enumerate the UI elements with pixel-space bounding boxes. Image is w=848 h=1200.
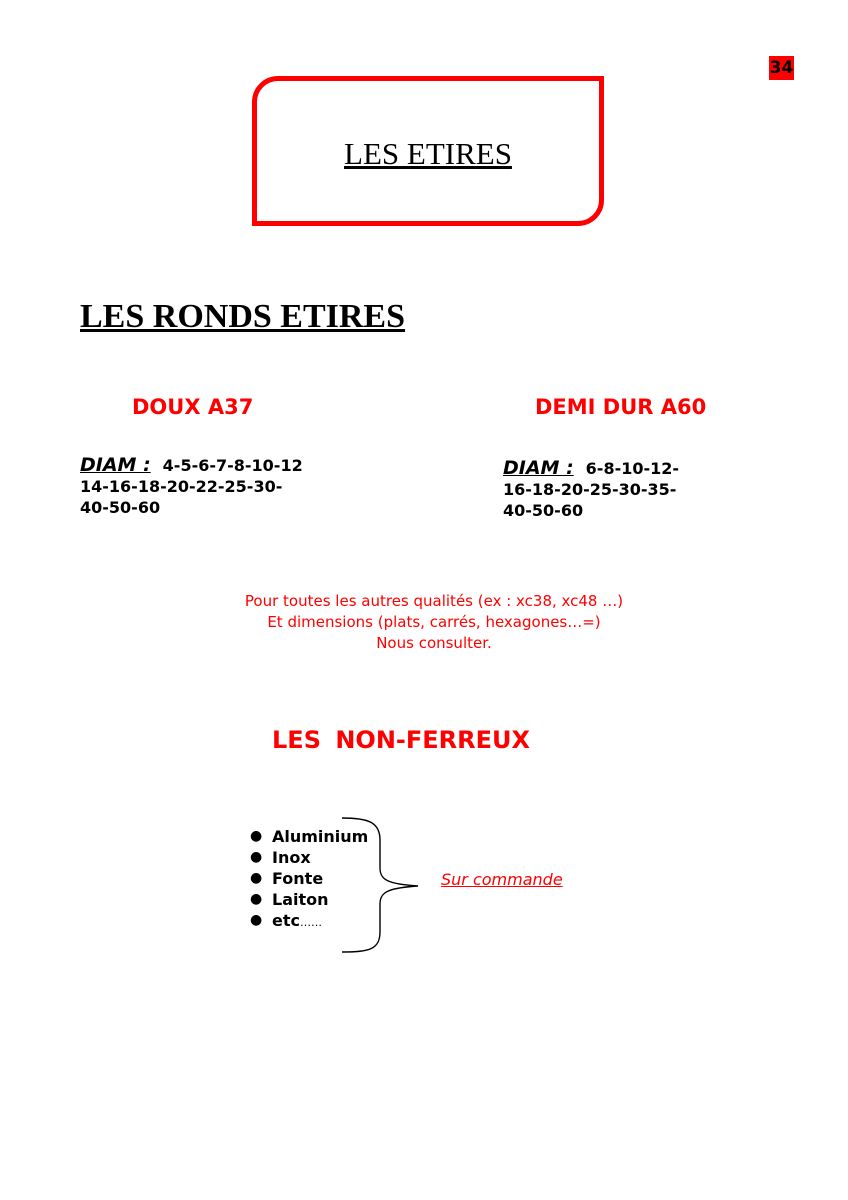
metal-name: Inox [272, 848, 311, 867]
diam-values: 40-50-60 [503, 501, 584, 520]
grade-title-demi-dur: DEMI DUR A60 [535, 395, 707, 419]
note-line: Et dimensions (plats, carrés, hexagones…=) [267, 613, 601, 631]
diam-line [80, 455, 303, 476]
diam-line [503, 458, 679, 479]
metal-name: etc [272, 911, 300, 930]
bullet-icon: ● [250, 912, 263, 928]
diam-values: 16-18-20-25-30-35- [503, 480, 677, 499]
diam-label: DIAM : [80, 454, 151, 476]
diam-label: DIAM : [503, 457, 574, 479]
diam-block-doux [80, 455, 303, 518]
page-title: LES ETIRES [344, 136, 512, 171]
grade-title-doux: DOUX A37 [132, 395, 254, 419]
diam-values: 40-50-60 [80, 498, 161, 517]
consult-note [0, 591, 848, 654]
title-frame [252, 76, 604, 226]
metal-name: Fonte [272, 869, 324, 888]
diam-values: 14-16-18-20-22-25-30- [80, 477, 283, 496]
section-heading-non-ferreux: LES NON-FERREUX [272, 726, 530, 754]
diam-values: 4-5-6-7-8-10-12 [162, 456, 303, 475]
diam-block-demi-dur [503, 458, 679, 521]
bullet-icon: ● [250, 891, 263, 907]
metal-name: Aluminium [272, 827, 369, 846]
bullet-icon: ● [250, 870, 263, 886]
bullet-icon: ● [250, 849, 263, 865]
note-line: Pour toutes les autres qualités (ex : xc38, xc48 …) [244, 592, 624, 610]
page-number-badge: 34 [769, 58, 794, 78]
section-heading-ronds: LES RONDS ETIRES [80, 298, 406, 335]
note-line: Nous consulter. [376, 634, 492, 652]
order-note: Sur commande [441, 870, 563, 889]
metal-name: Laiton [272, 890, 329, 909]
bullet-icon: ● [250, 828, 263, 844]
curly-brace-icon [338, 816, 422, 956]
etc-dots: …… [299, 916, 322, 929]
diam-values: 6-8-10-12- [585, 459, 680, 478]
